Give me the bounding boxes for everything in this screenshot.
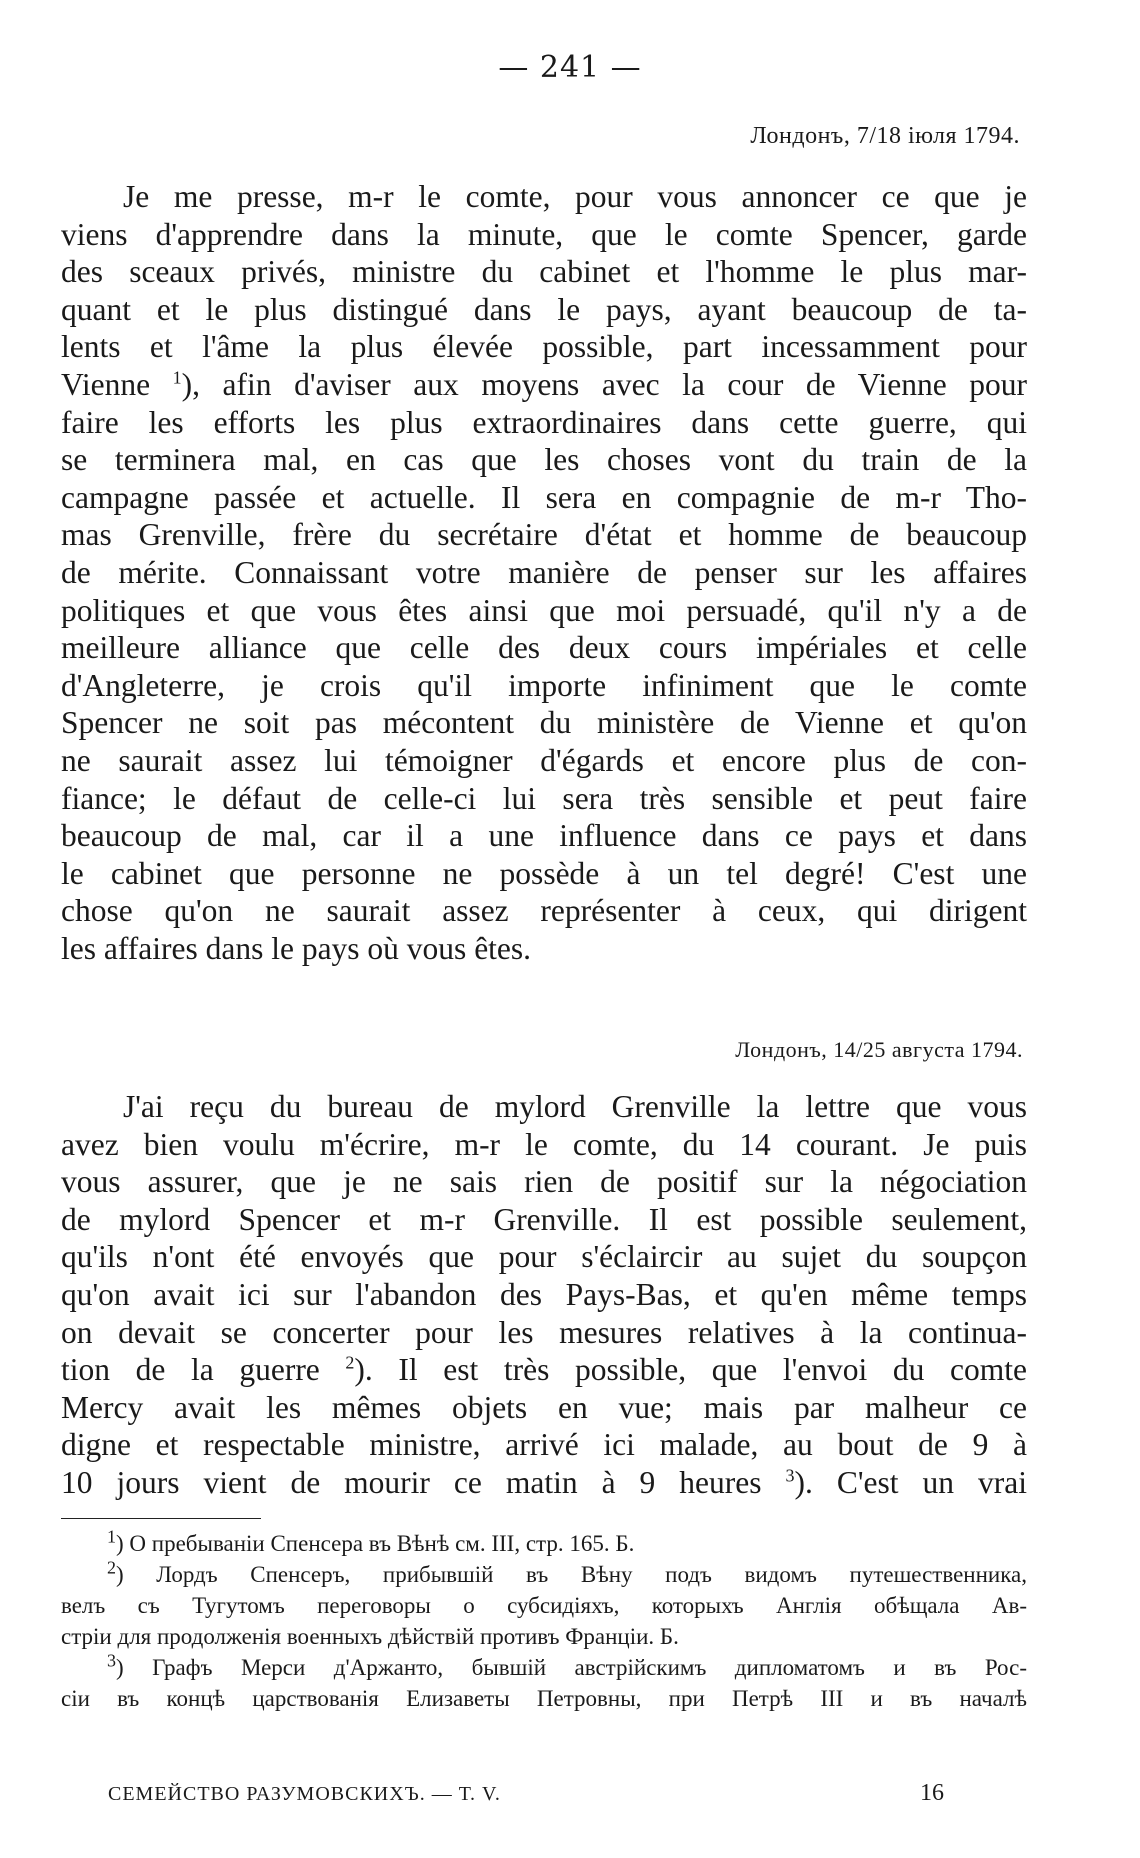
text-line: lents et l'âme la plus élevée possible, part incessamment pour — [61, 329, 1027, 365]
letter-1-dateline: Лондонъ, 7/18 іюля 1794. — [750, 123, 1020, 149]
letter-1-body — [61, 178, 1027, 967]
footnote-ref-2: 2 — [345, 1352, 355, 1373]
footnote-3 — [61, 1652, 1027, 1683]
text-line: campagne passée et actuelle. Il sera en compagnie de m-r Tho- — [61, 479, 1027, 515]
text-line: on devait se concerter pour les mesures relatives à la continua- — [61, 1314, 1027, 1350]
footnote-2-line: велъ съ Тугутомъ переговоры о субсидіяхъ, которыхъ Англія обѣщала Ав- — [61, 1593, 1027, 1618]
text-line: de mérite. Connaissant votre manière de penser sur les affaires — [61, 554, 1027, 590]
footnotes — [61, 1528, 1027, 1714]
letter-2-body — [61, 1088, 1027, 1502]
text-line: Mercy avait les mêmes objets en vue; mais par malheur ce — [61, 1389, 1027, 1425]
text-line: vous assurer, que je ne sais rien de positif sur la négociation — [61, 1164, 1027, 1200]
text-line: Spencer ne soit pas mécontent du ministère de Vienne et qu'on — [61, 705, 1027, 741]
text-line: ne saurait assez lui témoigner d'égards et encore plus de con- — [61, 742, 1027, 778]
text-fragment: tion de la guerre — [61, 1352, 320, 1388]
footnote-text: ) Лордъ Спенсеръ, прибывшій въ Вѣну подъ видомъ путешественника, — [116, 1562, 1027, 1587]
letter-2-dateline: Лондонъ, 14/25 августа 1794. — [735, 1037, 1023, 1062]
footnote-mark: 1 — [107, 1526, 116, 1547]
text-fragment: 10 jours vient de mourir ce matin à 9 heures — [61, 1464, 762, 1500]
text-line: politiques et que vous êtes ainsi que moi persuadé, qu'il n'y a de — [61, 592, 1027, 628]
text-fragment: ). Il est très possible, que l'envoi du comte — [354, 1352, 1027, 1388]
text-line: faire les efforts les plus extraordinaires dans cette guerre, qui — [61, 404, 1027, 440]
text-line: digne et respectable ministre, arrivé ici malade, au bout de 9 à — [61, 1427, 1027, 1463]
footnote-2 — [61, 1559, 1027, 1590]
text-line: beaucoup de mal, car il a une influence dans ce pays et dans — [61, 818, 1027, 854]
footnote-mark: 2 — [107, 1557, 116, 1578]
text-line-with-note — [61, 1351, 1027, 1389]
footnote-3-line: сіи въ концѣ царствованія Елизаветы Петровны, при Петрѣ III и въ началѣ — [61, 1686, 1027, 1711]
page-number: — 241 — — [498, 50, 642, 85]
footnote-ref-1: 1 — [172, 367, 182, 388]
text-line-with-note — [61, 366, 1027, 404]
text-line: qu'ils n'ont été envoyés que pour s'éclaircir au sujet du soupçon — [61, 1239, 1027, 1275]
footnote-text: ) О пребываніи Спенсера въ Вѣнѣ см. III, стр. 165. Б. — [116, 1531, 635, 1556]
text-fragment: ). C'est un vrai — [794, 1464, 1028, 1500]
footnote-ref-3: 3 — [785, 1465, 795, 1486]
text-line-with-note — [61, 1464, 1027, 1502]
printer-signature: СЕМЕЙСТВО РАЗУМОВСКИХЪ. — Т. V. — [108, 1783, 501, 1805]
footnote-1 — [61, 1528, 1027, 1559]
text-line: quant et le plus distingué dans le pays, ayant beaucoup de ta- — [61, 291, 1027, 327]
text-line: viens d'apprendre dans la minute, que le comte Spencer, garde — [61, 216, 1027, 252]
text-line: de mylord Spencer et m-r Grenville. Il est possible seulement, — [61, 1201, 1027, 1237]
text-line: qu'on avait ici sur l'abandon des Pays-Bas, et qu'en même temps — [61, 1276, 1027, 1312]
text-line: avez bien voulu m'écrire, m-r le comte, du 14 courant. Je puis — [61, 1126, 1027, 1162]
text-line: mas Grenville, frère du secrétaire d'état et homme de beaucoup — [61, 517, 1027, 553]
text-line: Je me presse, m-r le comte, pour vous annoncer ce que je — [123, 179, 1027, 214]
text-line: les affaires dans le pays où vous êtes. — [61, 930, 532, 966]
text-line: d'Angleterre, je crois qu'il importe infiniment que le comte — [61, 667, 1027, 703]
footnote-2-line: стріи для продолженія военныхъ дѣйствій противъ Франціи. Б. — [61, 1624, 679, 1649]
footnote-mark: 3 — [107, 1650, 116, 1671]
footnote-text: ) Графъ Мерси д'Аржанто, бывшій австрійскимъ дипломатомъ и въ Рос- — [116, 1655, 1027, 1680]
text-line: chose qu'on ne saurait assez représenter à ceux, qui dirigent — [61, 893, 1027, 929]
footnote-separator — [61, 1518, 261, 1519]
sheet-number: 16 — [920, 1780, 944, 1806]
text-line: J'ai reçu du bureau de mylord Grenville la lettre que vous — [123, 1089, 1027, 1124]
text-line: fiance; le défaut de celle-ci lui sera très sensible et peut faire — [61, 780, 1027, 816]
text-fragment: ), afin d'aviser aux moyens avec la cour de Vienne pour — [181, 366, 1027, 402]
text-line: des sceaux privés, ministre du cabinet et l'homme le plus mar- — [61, 254, 1027, 290]
text-line: se terminera mal, en cas que les choses vont du train de la — [61, 442, 1027, 478]
text-fragment: Vienne — [61, 366, 151, 402]
text-line: meilleure alliance que celle des deux cours impériales et celle — [61, 630, 1027, 666]
text-line: le cabinet que personne ne possède à un tel degré! C'est une — [61, 855, 1027, 891]
